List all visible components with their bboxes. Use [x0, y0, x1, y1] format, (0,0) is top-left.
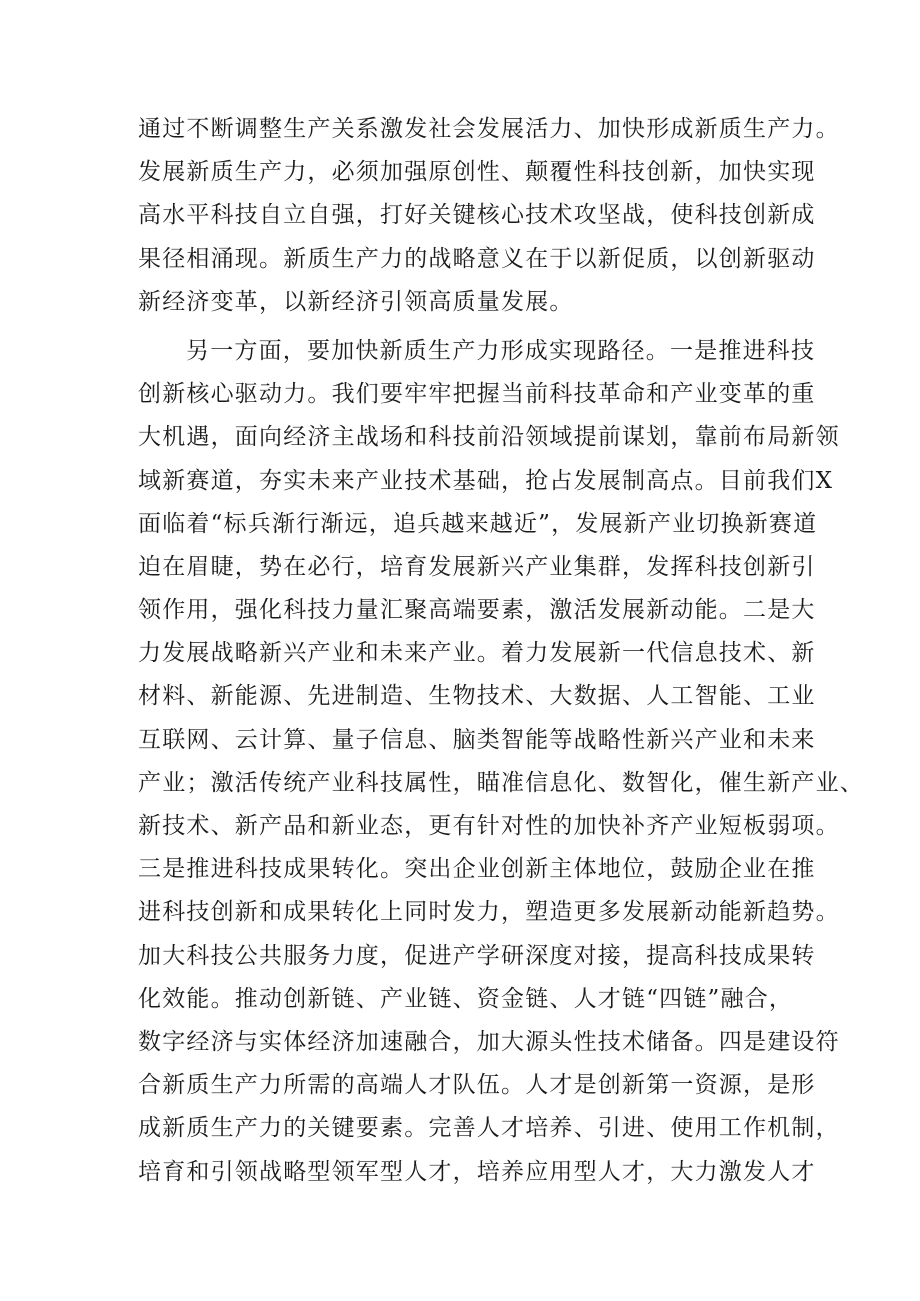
paragraph-2-line-17: 数字经济与实体经济加速融合，加大源头性技术储备。四是建设符 — [138, 1028, 840, 1055]
paragraph-2-line-1: 另一方面，要加快新质生产力形成实现路径。一是推进科技 — [186, 337, 816, 364]
paragraph-1-line-2: 发展新质生产力，必须加强原创性、颠覆性科技创新，加快实现 — [138, 159, 816, 186]
paragraph-1-line-1: 通过不断调整生产关系激发社会发展活力、加快形成新质生产力。 — [138, 116, 840, 142]
paragraph-2-line-13: 三是推进科技成果转化。突出企业创新主体地位，鼓励企业在推 — [138, 856, 816, 883]
paragraph-2-line-6: 迫在眉睫，势在必行，培育发展新兴产业集群，发挥科技创新引 — [138, 553, 816, 580]
paragraph-2-line-19: 成新质生产力的关键要素。完善人才培养、引进、使用工作机制， — [138, 1115, 840, 1142]
paragraph-2-line-2: 创新核心驱动力。我们要牢牢把握当前科技革命和产业变革的重 — [138, 381, 816, 408]
paragraph-2-line-20: 培育和引领战略型领军型人才，培养应用型人才，大力激发人才 — [138, 1158, 816, 1185]
paragraph-2-line-16: 化效能。推动创新链、产业链、资金链、人才链“四链”融合， — [138, 985, 794, 1012]
paragraph-1-line-5: 新经济变革，以新经济引领高质量发展。 — [138, 288, 574, 315]
paragraph-2-line-9: 材料、新能源、先进制造、生物技术、大数据、人工智能、工业 — [138, 683, 816, 710]
paragraph-1-line-4: 果径相涌现。新质生产力的战略意义在于以新促质，以创新驱动 — [138, 245, 816, 272]
paragraph-2-line-12: 新技术、新产品和新业态，更有针对性的加快补齐产业短板弱项。 — [138, 813, 840, 839]
paragraph-2-line-3: 大机遇，面向经济主战场和科技前沿领域提前谋划，靠前布局新领 — [138, 424, 840, 451]
paragraph-2-line-18: 合新质生产力所需的高端人才队伍。人才是创新第一资源，是形 — [138, 1072, 816, 1099]
paragraph-2-line-7: 领作用，强化科技力量汇聚高端要素，激活发展新动能。二是大 — [138, 597, 816, 624]
paragraph-2-line-15: 加大科技公共服务力度，促进产学研深度对接，提高科技成果转 — [138, 942, 816, 969]
paragraph-2-line-8: 力发展战略新兴产业和未来产业。着力发展新一代信息技术、新 — [138, 640, 816, 667]
body-text — [138, 108, 864, 1194]
paragraph-2-line-10: 互联网、云计算、量子信息、脑类智能等战略性新兴产业和未来 — [138, 726, 816, 753]
paragraph-1-line-3: 高水平科技自立自强，打好关键核心技术攻坚战，使科技创新成 — [138, 202, 816, 229]
paragraph-2-line-5: 面临着“标兵渐行渐远，追兵越来越近”，发展新产业切换新赛道 — [138, 510, 818, 537]
paragraph-2-line-11: 产业；激活传统产业科技属性，瞄准信息化、数智化，催生新产业、 — [138, 769, 864, 796]
paragraph-2-line-4: 域新赛道，夯实未来产业技术基础，抢占发展制高点。目前我们X — [138, 467, 834, 494]
paragraph-2-line-14: 进科技创新和成果转化上同时发力，塑造更多发展新动能新趋势。 — [138, 899, 840, 926]
